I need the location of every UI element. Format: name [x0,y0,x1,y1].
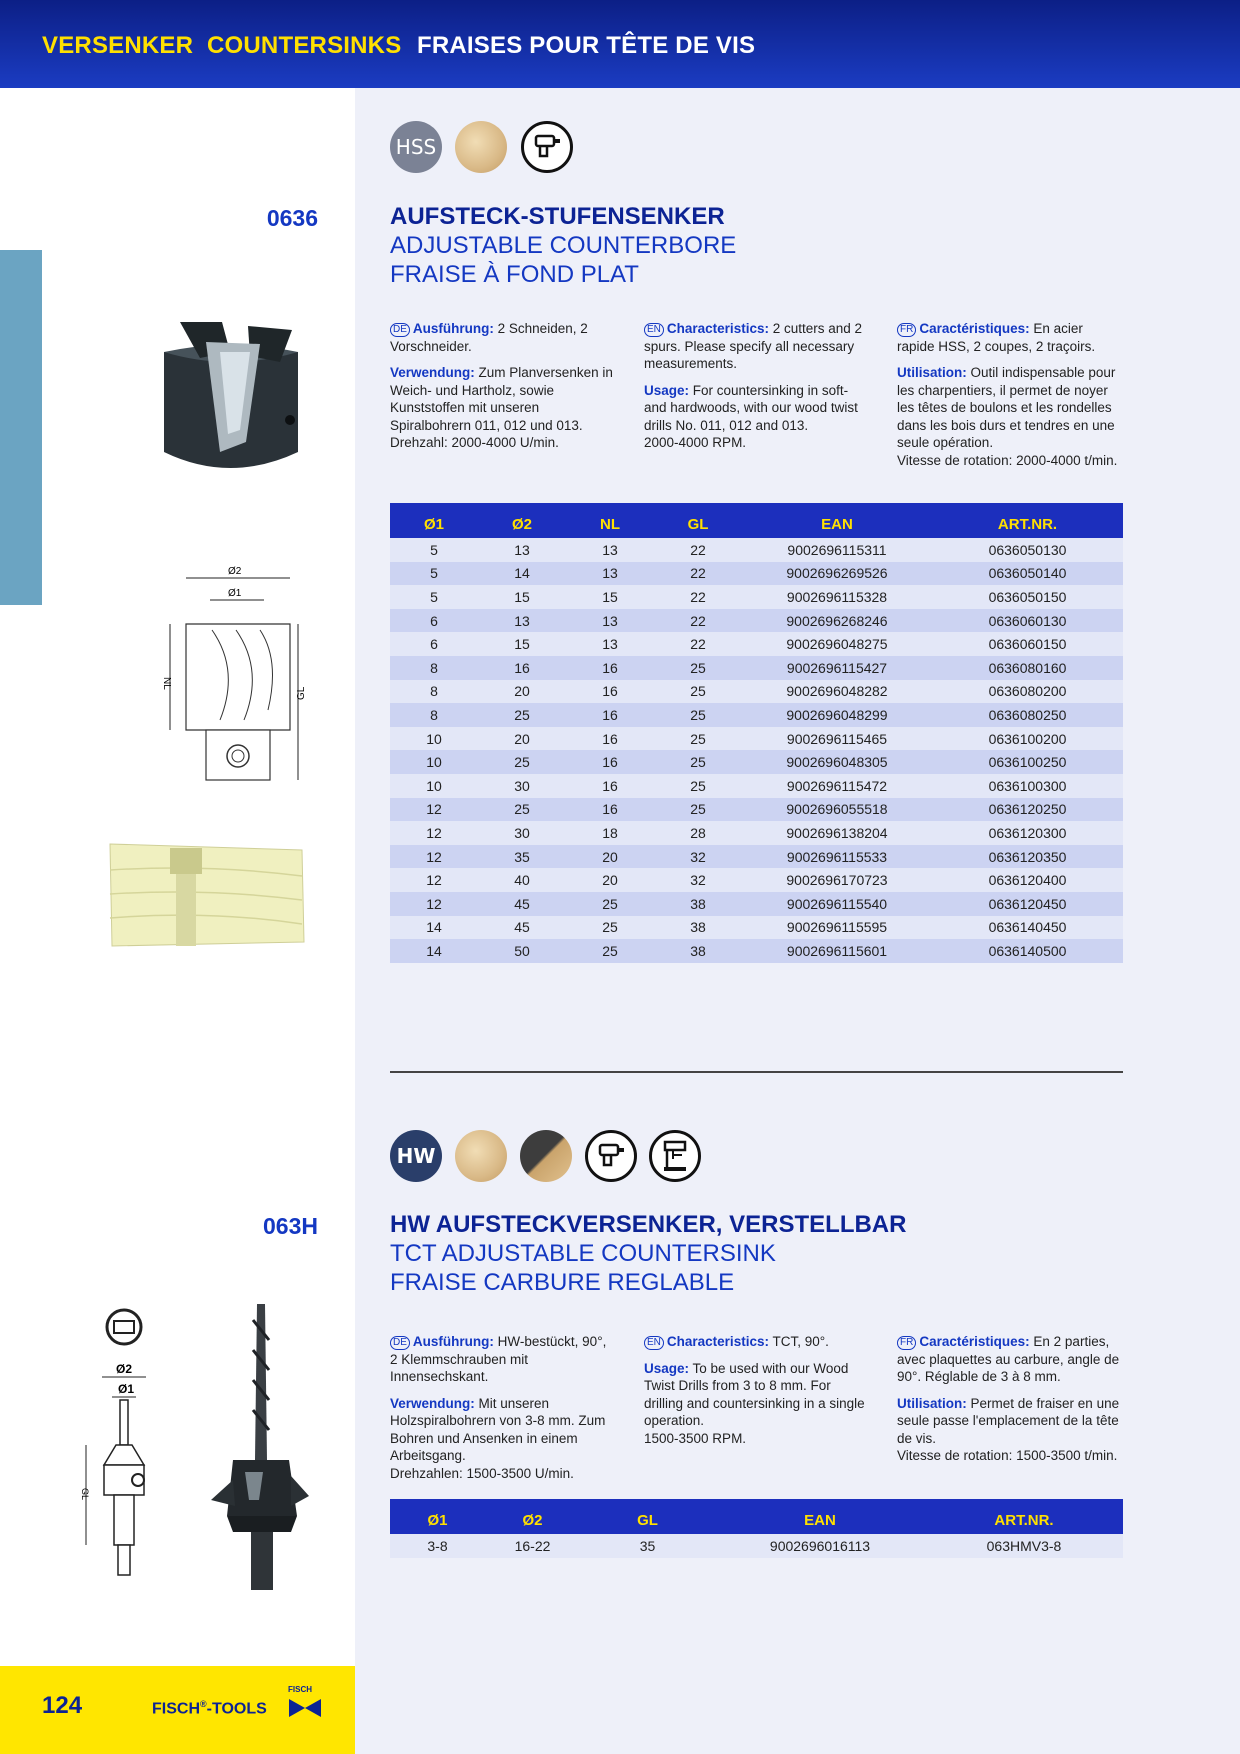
table-cell: 25 [654,703,742,727]
table-cell: 12 [390,798,478,822]
table-cell: 38 [654,939,742,963]
page-number: 124 [42,1692,83,1719]
table-cell: 9002696016113 [715,1534,925,1558]
page-header [0,0,1240,88]
table-cell: 9002696170723 [742,868,932,892]
table-row [390,774,1123,798]
label-utilisation: Utilisation: [897,1395,967,1411]
table-cell: 9002696115328 [742,585,932,609]
table-cell: 16 [566,774,654,798]
table-cell: 0636050150 [932,585,1123,609]
wood-block-illustration [108,840,308,955]
table-cell: 9002696115311 [742,538,932,562]
table-row [390,632,1123,656]
table-cell: 50 [478,939,566,963]
lang-badge-en: EN [644,323,664,337]
table-cell: 14 [478,562,566,586]
table-cell: 9002696138204 [742,821,932,845]
table-row [390,609,1123,633]
table-cell: 16 [566,703,654,727]
label-characteristics: Characteristics: [666,321,769,336]
table-cell: 0636120450 [932,892,1123,916]
description-de [390,320,615,461]
table-cell: 32 [654,868,742,892]
table-cell: 9002696115472 [742,774,932,798]
drawing2-label-d1: Ø1 [118,1382,135,1396]
table-row [390,845,1123,869]
drill-press-icon [649,1130,701,1182]
table-cell: 16-22 [485,1534,580,1558]
col-header-d1: Ø1 [390,1499,485,1534]
drill-machine-icon [585,1130,637,1182]
table-row [390,538,1123,562]
table-cell: 9002696048305 [742,750,932,774]
hw-carbide-icon: HW [390,1130,442,1182]
softwood-icon [455,1130,507,1182]
table-cell: 0636080250 [932,703,1123,727]
table-cell: 5 [390,585,478,609]
table-cell: 16 [566,798,654,822]
table-cell: 8 [390,680,478,704]
text-drehzahl: Drehzahl: 2000-4000 U/min. [390,435,559,450]
header-title-de: VERSENKER [42,32,194,59]
table-cell: 15 [566,585,654,609]
label-usage: Usage: [644,1360,690,1376]
table-cell: 22 [654,632,742,656]
table-cell: 22 [654,562,742,586]
text-ausfuehrung: HW-bestückt, 90°, 2 Klemmschrauben mit Innensechskant. [390,1334,607,1384]
table-cell: 25 [654,680,742,704]
fisch-logo-icon [287,1697,323,1724]
product-title-fr: FRAISE CARBURE REGLABLE [390,1269,735,1296]
table-cell: 12 [390,892,478,916]
brand-text: FISCH [152,1700,200,1718]
table-cell: 9002696115533 [742,845,932,869]
drawing-label-d2: Ø2 [228,566,242,577]
table-cell: 22 [654,538,742,562]
description2-en [644,1333,869,1456]
table-cell: 0636120300 [932,821,1123,845]
table-cell: 9002696048299 [742,703,932,727]
lang-badge-en: EN [644,1336,664,1350]
drill-machine-icon [521,121,573,173]
text-rpm: 1500-3500 RPM. [644,1430,747,1446]
col-header-d2: Ø2 [478,503,566,538]
table-cell: 28 [654,821,742,845]
table-row [390,703,1123,727]
table-cell: 0636050130 [932,538,1123,562]
col-header-ean: EAN [715,1499,925,1534]
table-cell: 35 [478,845,566,869]
label-ausfuehrung: Ausführung: [412,321,494,336]
table-cell: 22 [654,585,742,609]
text-utilisation: Outil indispensable pour les charpentiers, il permet de noyer les têtes de boulons et les rondelles dans les bois durs et tendres en une seule opération. [897,365,1116,450]
col-header-artnr: ART.NR. [932,503,1123,538]
product-title-de: AUFSTECK-STUFENSENKER [390,203,725,230]
label-ausfuehrung: Ausführung: [412,1334,494,1349]
text-caracteristiques: En 2 parties, avec plaquettes au carbure, angle de 90°. Réglable de 3 à 8 mm. [897,1334,1120,1384]
label-usage: Usage: [644,382,690,398]
table-cell: 13 [478,609,566,633]
table-cell: 16 [566,750,654,774]
table-cell: 30 [478,774,566,798]
table-row [390,939,1123,963]
col-header-d2: Ø2 [485,1499,580,1534]
table-row [390,680,1123,704]
label-characteristics: Characteristics: [666,1334,769,1349]
lang-badge-de: DE [390,323,410,337]
chipboard-icon [520,1130,572,1182]
label-verwendung: Verwendung: [390,365,475,380]
table-cell: 20 [478,680,566,704]
table-cell: 0636080160 [932,656,1123,680]
table-cell: 10 [390,750,478,774]
description2-de [390,1333,615,1491]
text-ausfuehrung: 2 Schneiden, 2 Vorschneider. [390,321,588,354]
table-cell: 25 [654,750,742,774]
description-en [644,320,869,461]
table-cell: 25 [478,798,566,822]
table-cell: 25 [654,774,742,798]
table-cell: 0636120250 [932,798,1123,822]
table-cell: 8 [390,703,478,727]
table-cell: 9002696115601 [742,939,932,963]
counterbore-dimension-drawing [150,560,310,795]
table-cell: 13 [566,562,654,586]
label-caracteristiques: Caractéristiques: [919,321,1030,336]
table-cell: 0636080200 [932,680,1123,704]
col-header-artnr: ART.NR. [925,1499,1123,1534]
table-cell: 3-8 [390,1534,485,1558]
header-title-en: COUNTERSINKS [207,32,402,59]
table-row [390,750,1123,774]
product-title-en: TCT ADJUSTABLE COUNTERSINK [390,1240,776,1267]
table-cell: 16 [566,680,654,704]
fisch-logo-text: FISCH [288,1685,312,1694]
table-cell: 5 [390,538,478,562]
table-cell: 15 [478,585,566,609]
col-header-d1: Ø1 [390,503,478,538]
description-fr [897,320,1122,478]
table-cell: 0636140450 [932,916,1123,940]
table-row [390,656,1123,680]
table-cell: 0636100250 [932,750,1123,774]
label-utilisation: Utilisation: [897,365,967,380]
drawing-label-nl: NL [161,677,172,690]
countersink-photo [205,1300,315,1600]
table-cell: 9002696048282 [742,680,932,704]
table-cell: 10 [390,727,478,751]
article-number-063h: 063H [263,1213,318,1239]
table-cell: 0636060130 [932,609,1123,633]
table-cell: 25 [478,750,566,774]
table-cell: 20 [566,868,654,892]
table-cell: 8 [390,656,478,680]
table-cell: 45 [478,916,566,940]
table-cell: 30 [478,821,566,845]
drawing2-label-gl: GL [80,1488,90,1501]
table-cell: 20 [478,727,566,751]
table-row [390,562,1123,586]
table-cell: 0636050140 [932,562,1123,586]
table-cell: 38 [654,916,742,940]
table-cell: 13 [566,632,654,656]
table-cell: 16 [478,656,566,680]
table-row [390,585,1123,609]
table-cell: 25 [654,656,742,680]
table-cell: 22 [654,609,742,633]
table-cell: 25 [478,703,566,727]
table-cell: 12 [390,821,478,845]
table-cell: 13 [478,538,566,562]
table-cell: 25 [566,939,654,963]
table-cell: 13 [566,609,654,633]
table-row [390,868,1123,892]
table-cell: 12 [390,845,478,869]
softwood-icon [455,121,507,173]
counterbore-photo [150,312,310,497]
table-cell: 12 [390,868,478,892]
text-rpm: 2000-4000 RPM. [644,435,747,450]
table-row [390,821,1123,845]
product-title-en: ADJUSTABLE COUNTERBORE [390,232,737,259]
table-cell: 38 [654,892,742,916]
table-cell: 15 [478,632,566,656]
table-cell: 20 [566,845,654,869]
table-cell: 45 [478,892,566,916]
product-title-fr: FRAISE À FOND PLAT [390,261,639,288]
table-cell: 0636100300 [932,774,1123,798]
text-characteristics: 2 cutters and 2 spurs. Please specify all necessary measurements. [644,321,863,371]
drawing-label-d1: Ø1 [228,588,242,599]
table-cell: 6 [390,609,478,633]
table-cell: 25 [654,727,742,751]
table-cell: 16 [566,727,654,751]
drawing-label-gl: GL [296,686,307,700]
label-caracteristiques: Caractéristiques: [919,1334,1030,1349]
table-cell: 0636140500 [932,939,1123,963]
lang-badge-de: DE [390,1336,410,1350]
countersink-dimension-drawing [76,1305,166,1590]
table-cell: 9002696115595 [742,916,932,940]
description2-fr [897,1333,1122,1474]
table-header-row [390,503,1123,538]
text-vitesse: Vitesse de rotation: 1500-3500 t/min. [897,1448,1118,1463]
table-cell: 14 [390,939,478,963]
table-cell: 32 [654,845,742,869]
lang-badge-fr: FR [897,1336,916,1350]
text-caracteristiques: En acier rapide HSS, 2 coupes, 2 traçoirs. [897,321,1096,354]
table-row [390,1534,1123,1558]
text-usage: For countersinking in soft- and hardwoods, with our wood twist drills No. 011, 012 and 013. [644,382,858,433]
text-verwendung: Zum Planversenken in Weich- und Hartholz, sowie Kunststoffen mit unseren Spiralbohrern 011, 012 und 013. [390,365,613,433]
lang-badge-fr: FR [897,323,916,337]
table-cell: 6 [390,632,478,656]
table-cell: 5 [390,562,478,586]
text-verwendung: Mit unseren Holzspiralbohrern von 3-8 mm. Zum Bohren und Ansenken in einem Arbeitsgang. [390,1395,606,1463]
table-cell: 25 [654,798,742,822]
table-cell: 10 [390,774,478,798]
table-cell: 25 [566,892,654,916]
article-number-0636: 0636 [266,205,318,231]
section-divider [390,1071,1123,1073]
brand-name [152,1699,267,1718]
col-header-gl: GL [654,503,742,538]
text-vitesse: Vitesse de rotation: 2000-4000 t/min. [897,452,1118,468]
table-cell: 9002696055518 [742,798,932,822]
table-header-row [390,1499,1123,1534]
table-cell: 18 [566,821,654,845]
table-cell: 9002696115540 [742,892,932,916]
table-row [390,798,1123,822]
table-cell: 0636120400 [932,868,1123,892]
col-header-nl: NL [566,503,654,538]
table-cell: 9002696048275 [742,632,932,656]
col-header-gl: GL [580,1499,715,1534]
table-cell: 14 [390,916,478,940]
spec-table-0636 [390,503,1123,963]
table-cell: 35 [580,1534,715,1558]
table-cell: 9002696115427 [742,656,932,680]
table-cell: 0636120350 [932,845,1123,869]
table-cell: 9002696269526 [742,562,932,586]
table-cell: 25 [566,916,654,940]
table-row [390,916,1123,940]
col-header-ean: EAN [742,503,932,538]
table-cell: 9002696268246 [742,609,932,633]
table-cell: 13 [566,538,654,562]
section-tab [0,250,42,605]
registered-mark: ® [200,1699,207,1709]
text-usage: To be used with our Wood Twist Drills from 3 to 8 mm. For drilling and countersinking in a single operation. [644,1360,865,1428]
text-characteristics: TCT, 90°. [772,1334,829,1349]
label-verwendung: Verwendung: [390,1395,475,1411]
table-cell: 16 [566,656,654,680]
text-utilisation: Permet de fraiser en une seule passe l'emplacement de la tête de vis. [897,1395,1120,1446]
table-cell: 9002696115465 [742,727,932,751]
header-title-fr: FRAISES POUR TÊTE DE VIS [417,32,756,59]
table-cell: 40 [478,868,566,892]
table-cell: 0636060150 [932,632,1123,656]
spec-table-063h [390,1499,1123,1558]
hss-material-icon: HSS [390,121,442,173]
product-title-de: HW AUFSTECKVERSENKER, VERSTELLBAR [390,1211,907,1238]
table-cell: 0636100200 [932,727,1123,751]
drawing2-label-d2: Ø2 [116,1362,133,1376]
table-row [390,727,1123,751]
text-drehzahlen: Drehzahlen: 1500-3500 U/min. [390,1465,574,1481]
table-row [390,892,1123,916]
brand-suffix: -TOOLS [206,1700,267,1718]
table-cell: 063HMV3-8 [925,1534,1123,1558]
